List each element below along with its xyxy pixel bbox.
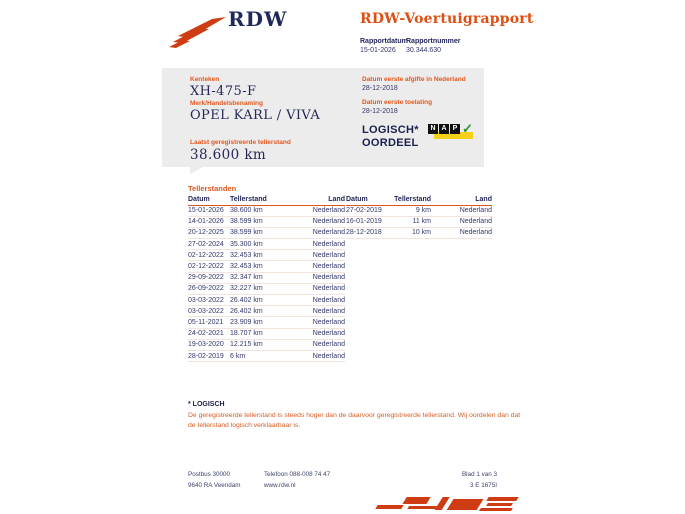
footer-postbus: Postbus 30000 <box>188 471 231 478</box>
column-header-land: Land <box>431 194 492 205</box>
nap-letter-p: P <box>450 124 460 134</box>
report-number-label: Rapportnummer <box>406 38 461 45</box>
rdw-logo-flourish-icon <box>168 13 226 49</box>
tellerstand-row <box>188 283 345 294</box>
tellerstand-row <box>346 205 492 216</box>
first-admission-value: 28-12-2018 <box>362 108 398 115</box>
tellerstand-row <box>188 216 345 227</box>
cell-tellerstand: 38.599 km <box>230 216 288 227</box>
cell-tellerstand: 32.453 km <box>230 250 288 261</box>
column-header-tellerstand: Tellerstand <box>394 196 431 203</box>
report-title: RDW-Voertuigrapport <box>360 11 534 27</box>
footer-address <box>188 470 241 491</box>
cell-land: Nederland <box>288 317 345 328</box>
cell-land: Nederland <box>431 227 492 238</box>
tellerstand-row <box>188 317 345 328</box>
cell-datum: 15-01-2026 <box>188 205 230 216</box>
vehicle-summary-panel <box>162 68 484 167</box>
cell-tellerstand: 32.347 km <box>230 272 288 283</box>
cell-datum: 27-02-2019 <box>346 205 393 216</box>
first-issue-label: Datum eerste afgifte in Nederland <box>362 76 466 83</box>
cell-land: Nederland <box>288 216 345 227</box>
rdw-footer-flourish-icon <box>372 495 524 513</box>
cell-tellerstand: 12.215 km <box>230 339 288 350</box>
cell-land: Nederland <box>288 328 345 339</box>
tellerstanden-heading: Tellerstanden <box>188 184 237 193</box>
tellerstanden-table-left <box>188 194 345 362</box>
cell-datum: 28-12-2018 <box>346 227 393 238</box>
cell-tellerstand: 32.453 km <box>230 261 288 272</box>
cell-datum: 03-03-2022 <box>188 295 230 306</box>
cell-land: Nederland <box>288 283 345 294</box>
tellerstanden-table-right <box>346 194 492 239</box>
nap-logo <box>428 121 480 142</box>
cell-tellerstand: 11 km <box>393 216 431 227</box>
footnote-title: * LOGISCH <box>188 401 225 408</box>
panel-notch <box>190 167 203 174</box>
cell-datum: 24-02-2021 <box>188 328 230 339</box>
cell-land: Nederland <box>288 272 345 283</box>
cell-land: Nederland <box>288 261 345 272</box>
verdict-line2: OORDEEL <box>362 137 419 149</box>
cell-land: Nederland <box>288 306 345 317</box>
cell-tellerstand: 10 km <box>393 227 431 238</box>
make-value: OPEL KARL / VIVA <box>190 108 321 123</box>
report-date-value: 15-01-2026 <box>360 47 396 54</box>
tellerstand-row <box>188 239 345 250</box>
cell-land: Nederland <box>288 239 345 250</box>
footer-form-code: 3 E 1675I <box>470 481 497 489</box>
footer-city: 9640 RA Veendam <box>188 481 241 489</box>
cell-datum: 27-02-2024 <box>188 239 230 250</box>
nap-checkmark-icon: ✓ <box>462 121 473 136</box>
logisch-footnote <box>188 401 528 431</box>
tellerstand-row <box>188 295 345 306</box>
cell-datum: 05-11-2021 <box>188 317 230 328</box>
license-plate-label: Kenteken <box>190 76 220 83</box>
footnote-text: De geregistreerde tellerstand is steeds hoger dan de daarvoor geregistreerde tellerstand. Wij oordelen dan dat de tellerstand logisch verklaarbaar is. <box>188 412 521 429</box>
cell-tellerstand: 26.402 km <box>230 295 288 306</box>
cell-tellerstand: 23.909 km <box>230 317 288 328</box>
tellerstand-row <box>188 350 345 361</box>
column-header-tellerstand: Tellerstand <box>230 194 288 205</box>
cell-land: Nederland <box>288 350 345 361</box>
cell-land: Nederland <box>288 250 345 261</box>
tellerstand-row <box>346 216 492 227</box>
table-header-row <box>188 194 345 205</box>
cell-datum: 02-12-2022 <box>188 261 230 272</box>
nap-letter-n: N <box>428 124 438 134</box>
cell-land: Nederland <box>288 227 345 238</box>
footer-phone: Telefoon 088-008 74 47 <box>264 471 331 478</box>
report-number-value: 30.344.630 <box>406 47 442 54</box>
cell-tellerstand: 6 km <box>230 350 288 361</box>
cell-land: Nederland <box>431 205 492 216</box>
cell-tellerstand: 38.599 km <box>230 227 288 238</box>
cell-datum: 26-09-2022 <box>188 283 230 294</box>
cell-tellerstand: 9 km <box>393 205 431 216</box>
footer-page-number: Blad 1 van 3 <box>461 471 497 478</box>
cell-datum: 29-09-2022 <box>188 272 230 283</box>
tellerstand-row <box>346 227 492 238</box>
tellerstand-row <box>188 227 345 238</box>
tellerstand-row <box>188 261 345 272</box>
footer-pagination <box>400 470 497 491</box>
cell-datum: 03-03-2022 <box>188 306 230 317</box>
column-header-datum: Datum <box>188 194 230 205</box>
tellerstand-row <box>188 205 345 216</box>
logisch-oordeel-badge <box>362 124 419 150</box>
tellerstand-row <box>188 339 345 350</box>
report-date-label: Rapportdatum <box>360 38 408 45</box>
cell-tellerstand: 18.707 km <box>230 328 288 339</box>
cell-datum: 16-01-2019 <box>346 216 393 227</box>
column-header-land: Land <box>288 194 345 205</box>
cell-land: Nederland <box>288 339 345 350</box>
verdict-line1: LOGISCH* <box>362 124 419 136</box>
nap-letter-a: A <box>439 124 449 134</box>
first-admission-label: Datum eerste toelating <box>362 99 433 106</box>
first-issue-value: 28-12-2018 <box>362 85 398 92</box>
make-label: Merk/Handelsbenaming <box>190 100 263 107</box>
cell-tellerstand: 26.402 km <box>230 306 288 317</box>
odometer-value: 38.600 km <box>190 147 267 163</box>
odometer-label: Laatst geregistreerde tellerstand <box>190 139 291 146</box>
rdw-wordmark: RDW <box>228 7 288 31</box>
tellerstand-row <box>188 328 345 339</box>
cell-tellerstand: 35.300 km <box>230 239 288 250</box>
cell-land: Nederland <box>431 216 492 227</box>
cell-datum: 20-12-2025 <box>188 227 230 238</box>
footer-website: www.rdw.nl <box>264 481 296 489</box>
cell-datum: 28-02-2019 <box>188 350 230 361</box>
license-plate-value: XH-475-F <box>190 84 257 99</box>
tellerstand-row <box>188 272 345 283</box>
footer-contact <box>264 470 330 491</box>
column-header-datum: Datum <box>346 194 393 205</box>
cell-tellerstand: 38.600 km <box>230 205 288 216</box>
tellerstand-row <box>188 306 345 317</box>
cell-datum: 02-12-2022 <box>188 250 230 261</box>
cell-datum: 19-03-2020 <box>188 339 230 350</box>
tellerstand-row <box>188 250 345 261</box>
cell-land: Nederland <box>288 205 345 216</box>
table-header-row <box>346 194 492 205</box>
cell-land: Nederland <box>288 295 345 306</box>
cell-datum: 14-01-2026 <box>188 216 230 227</box>
cell-tellerstand: 32.227 km <box>230 283 288 294</box>
